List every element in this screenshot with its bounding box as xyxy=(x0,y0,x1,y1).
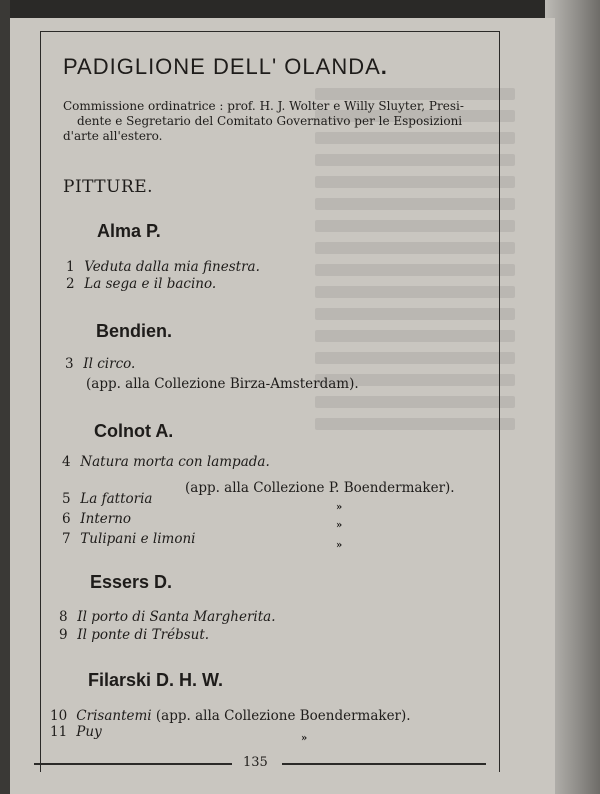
work-title: Puy xyxy=(76,724,102,740)
work-number: 4 xyxy=(62,454,71,470)
footer-rule-left xyxy=(34,763,232,765)
work-number: 2 xyxy=(66,276,75,292)
work-item xyxy=(66,259,260,275)
work-item xyxy=(59,609,276,625)
commission-paragraph xyxy=(63,99,478,144)
page-number: 135 xyxy=(243,755,268,770)
work-number: 10 xyxy=(50,708,68,724)
ditto-mark: » xyxy=(336,502,343,513)
work-title: Il circo. xyxy=(83,356,136,372)
work-title: Il porto di Santa Margherita. xyxy=(77,609,276,625)
work-title: Veduta dalla mia finestra. xyxy=(84,259,260,275)
work-title: Tulipani e limoni xyxy=(80,531,196,547)
ditto-mark: » xyxy=(301,733,308,744)
work-number: 11 xyxy=(50,724,68,740)
ditto-mark: » xyxy=(336,520,343,531)
work-title: Interno xyxy=(80,511,132,527)
work-title: Crisantemi xyxy=(76,708,152,724)
work-number: 8 xyxy=(59,609,68,625)
title-text: PADIGLIONE DELL' OLANDA xyxy=(63,54,381,79)
work-item xyxy=(50,724,102,740)
work-item xyxy=(62,511,131,527)
work-number: 7 xyxy=(62,531,71,547)
page-title xyxy=(63,54,388,80)
title-period: . xyxy=(380,54,388,79)
commission-line-1: Commissione ordinatrice : prof. H. J. Wolter e Willy Sluyter, Presi- xyxy=(63,99,464,113)
artist-heading: Alma P. xyxy=(97,221,161,241)
work-item xyxy=(65,356,135,372)
artist-heading: Filarski D. H. W. xyxy=(88,670,224,690)
section-heading: PITTURE. xyxy=(63,177,154,197)
artist-heading: Essers D. xyxy=(90,572,173,592)
work-item xyxy=(62,531,195,547)
commission-line-3: d'arte all'estero. xyxy=(63,129,163,143)
work-number: 6 xyxy=(62,511,71,527)
artist-heading: Bendien. xyxy=(96,321,173,341)
collection-note: (app. alla Collezione Boendermaker). xyxy=(155,708,411,724)
work-title: La fattoria xyxy=(80,491,153,507)
scan-edge-left xyxy=(0,0,10,794)
commission-line-2: dente e Segretario del Comitato Governativo per le Esposizioni xyxy=(77,114,463,128)
work-item xyxy=(62,454,270,470)
footer-rule-right xyxy=(282,763,486,765)
work-title: Il ponte di Trébsut. xyxy=(77,627,210,643)
collection-note: (app. alla Collezione P. Boendermaker). xyxy=(185,480,455,496)
work-number: 9 xyxy=(59,627,68,643)
collection-note: (app. alla Collezione Birza-Amsterdam). xyxy=(86,376,359,392)
work-item xyxy=(62,491,152,507)
work-number: 3 xyxy=(65,356,74,372)
work-item xyxy=(66,276,216,292)
work-number: 5 xyxy=(62,491,71,507)
work-title: La sega e il bacino. xyxy=(84,276,217,292)
work-item xyxy=(59,627,209,643)
artist-heading: Colnot A. xyxy=(94,421,174,441)
work-number: 1 xyxy=(66,259,75,275)
ditto-mark: » xyxy=(336,540,343,551)
work-item xyxy=(50,708,411,724)
work-title: Natura morta con lampada. xyxy=(80,454,270,470)
